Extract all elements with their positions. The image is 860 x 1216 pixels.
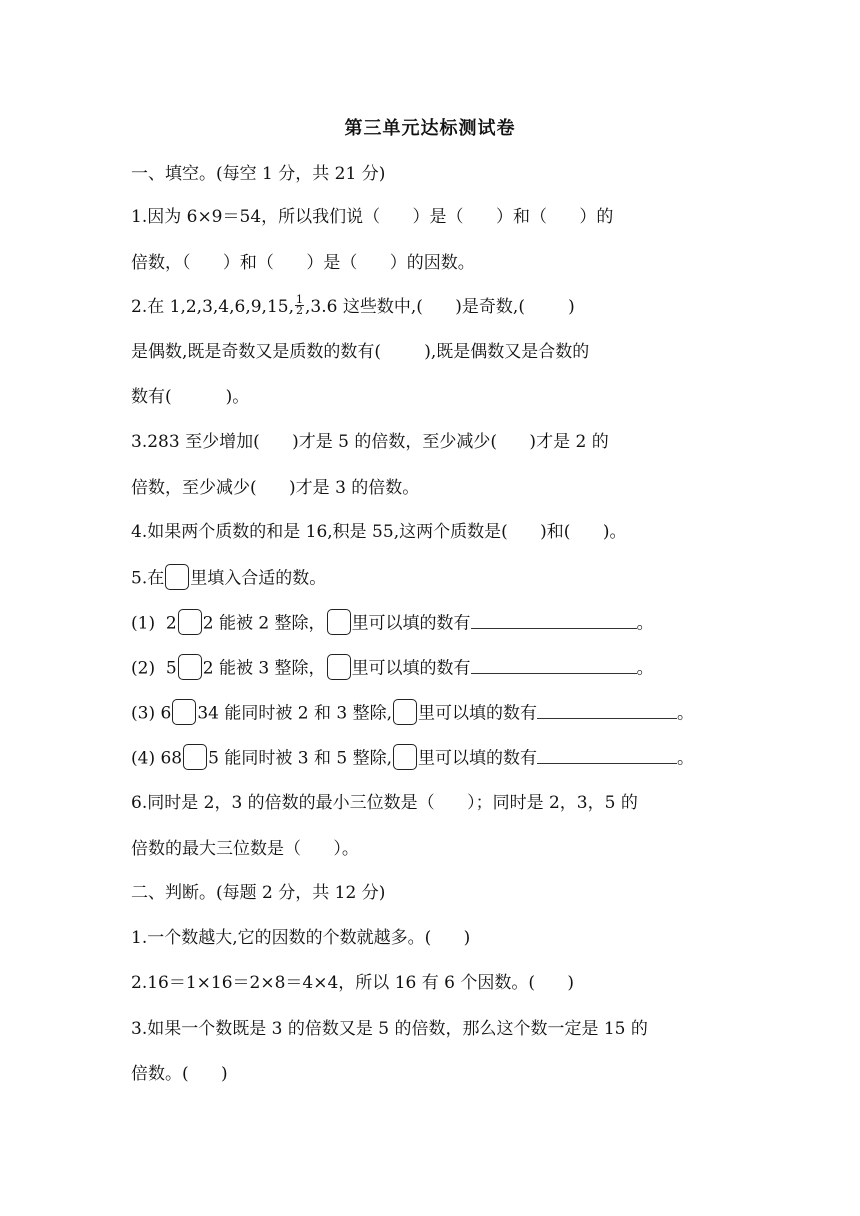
q5-item-end: 。 — [677, 748, 694, 769]
q3-line2: 倍数，至少减少( )才是 3 的倍数。 — [131, 478, 420, 498]
q5-item-prefix: (1) 2 — [131, 613, 177, 634]
answer-box[interactable] — [183, 744, 207, 770]
answer-box — [393, 744, 417, 770]
q5-item-4 — [131, 746, 694, 772]
section1-heading: 一、填空。(每空 1 分，共 21 分) — [131, 164, 386, 184]
q2-line1 — [131, 295, 575, 319]
answer-box — [327, 609, 351, 635]
judge-q3-line1: 3.如果一个数既是 3 的倍数又是 5 的倍数，那么这个数一定是 15 的 — [131, 1019, 648, 1039]
q5-item-condition: 2 能被 2 整除， — [202, 613, 326, 634]
q5-item-end: 。 — [677, 703, 694, 724]
judge-q1: 1.一个数越大,它的因数的个数就越多。( ) — [131, 928, 471, 948]
fraction-denominator: 2 — [295, 304, 303, 317]
section2-heading: 二、判断。(每题 2 分，共 12 分) — [131, 883, 386, 903]
q5-intro-post: 里填入合适的数。 — [190, 568, 327, 589]
q5-item-end: 。 — [636, 658, 654, 679]
q5-item-prefix: (2) 5 — [131, 658, 177, 679]
q5-item-prompt: 里可以填的数有 — [351, 658, 471, 679]
q5-item-prefix: (4) 68 — [131, 748, 183, 769]
q5-item-prefix: (3) 6 — [131, 703, 172, 724]
fraction-one-half — [295, 295, 304, 316]
q5-item-condition: 2 能被 3 整除， — [202, 658, 326, 679]
q5-intro — [131, 566, 326, 592]
answer-box — [165, 564, 189, 590]
q5-item-condition: 34 能同时被 2 和 3 整除, — [197, 703, 392, 724]
answer-blank[interactable] — [471, 657, 637, 674]
q1-line1: 1.因为 6×9＝54，所以我们说（ ）是（ ）和（ ）的 — [131, 207, 614, 227]
q2-line3: 数有( )。 — [131, 387, 250, 407]
q5-intro-pre: 5.在 — [131, 568, 165, 589]
q5-item-3 — [131, 701, 694, 727]
q5-item-1 — [131, 611, 654, 637]
q6-line1: 6.同时是 2，3 的倍数的最小三位数是（ ）；同时是 2，3，5 的 — [131, 793, 638, 813]
q5-item-2 — [131, 656, 654, 682]
answer-box[interactable] — [178, 654, 202, 680]
q2-line1-post: ,3.6 这些数中,( )是奇数,( ) — [304, 297, 575, 317]
q5-item-prompt: 里可以填的数有 — [418, 703, 537, 724]
answer-box — [393, 699, 417, 725]
fraction-numerator: 1 — [295, 293, 303, 306]
q1-line2: 倍数，（ ）和（ ）是（ ）的因数。 — [131, 253, 475, 273]
answer-box — [327, 654, 351, 680]
answer-box[interactable] — [178, 609, 202, 635]
q5-item-prompt: 里可以填的数有 — [418, 748, 537, 769]
answer-blank[interactable] — [537, 702, 677, 719]
answer-box[interactable] — [172, 699, 196, 725]
q3-line1: 3.283 至少增加( )才是 5 的倍数，至少减少( )才是 2 的 — [131, 432, 609, 452]
judge-q2: 2.16＝1×16＝2×8＝4×4，所以 16 有 6 个因数。( ) — [131, 973, 575, 993]
q5-item-condition: 5 能同时被 3 和 5 整除, — [208, 748, 392, 769]
page-title: 第三单元达标测试卷 — [344, 118, 516, 139]
q2-line1-pre: 2.在 1,2,3,4,6,9,15, — [131, 297, 294, 317]
judge-q3-line2: 倍数。( ) — [131, 1064, 228, 1084]
q4-line: 4.如果两个质数的和是 16,积是 55,这两个质数是( )和( )。 — [131, 522, 627, 542]
answer-blank[interactable] — [537, 747, 677, 764]
q6-line2: 倍数的最大三位数是（ ）。 — [131, 839, 359, 859]
q5-item-prompt: 里可以填的数有 — [351, 613, 471, 634]
q5-item-end: 。 — [636, 613, 654, 634]
q2-line2: 是偶数,既是奇数又是质数的数有( ),既是偶数又是合数的 — [131, 342, 590, 362]
answer-blank[interactable] — [471, 612, 637, 629]
